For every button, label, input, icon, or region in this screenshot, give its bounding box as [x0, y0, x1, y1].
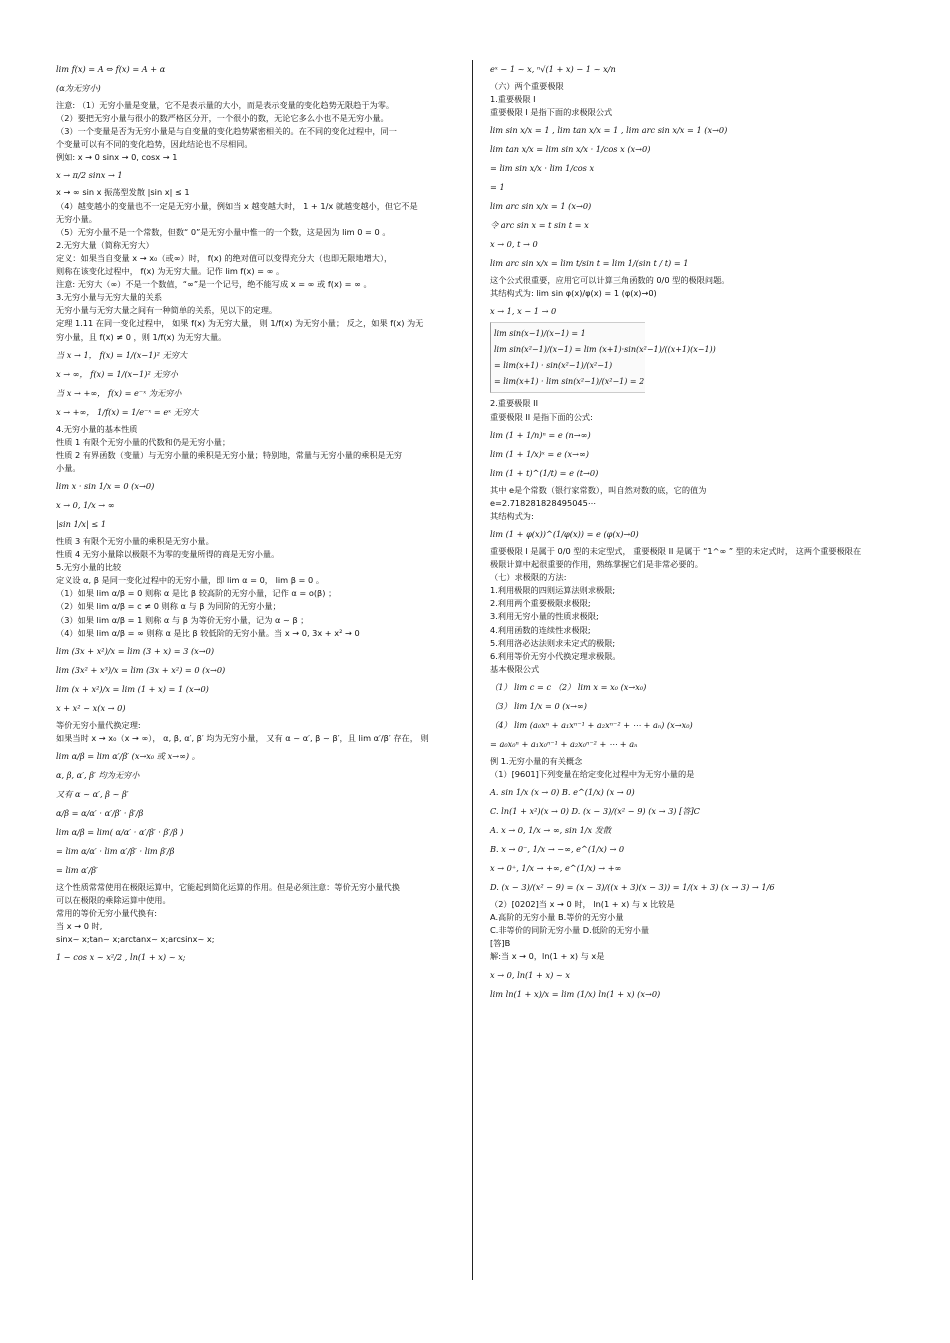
text-line: C.非等价的同阶无穷小量 D.低阶的无穷小量 — [490, 925, 650, 936]
text-line: 3.无穷小量与无穷大量的关系 — [56, 292, 163, 303]
text-line: 如果当时 x → x₀（x → ∞）， α, β, α′, β′ 均为无穷小量， 又有 α ~ α′, β ~ β′，且 lim α′/β′ 存在， 则 — [56, 732, 429, 743]
text-line: 则称在该变化过程中， f(x) 为无穷大量。记作 lim f(x) = ∞ 。 — [56, 266, 285, 277]
text-line: 3.利用无穷小量的性质求极限; — [490, 611, 599, 622]
formula-line: lim tan x/x = lim sin x/x · 1/cos x (x→0) — [490, 144, 651, 155]
text-line: 6.利用等价无穷小代换定理求极限。 — [490, 650, 621, 661]
text-line: （2）如果 lim α/β = c ≠ 0 则称 α 与 β 为同阶的无穷小量； — [56, 601, 281, 612]
formula-line: x → π/2 sinx → 1 — [56, 170, 123, 181]
text-line: 可以在极限的乘除运算中使用。 — [56, 895, 171, 905]
text-line: 其结构式为: lim sin φ(x)/φ(x) = 1 (φ(x)→0) — [490, 288, 657, 299]
text-line: 定义：如果当自变量 x → x₀（或∞）时， f(x) 的绝对值可以变得充分大（也即无限地增大）， — [56, 252, 393, 263]
text-line: 性质 4 无穷小量除以极限不为零的变量所得的商是无穷小量。 — [56, 549, 280, 560]
formula-line: lim f(x) = A ⇔ f(x) = A + α — [56, 64, 166, 74]
formula-line: x + x² ~ x(x → 0) — [56, 702, 126, 713]
text-line: [答]B — [490, 938, 511, 949]
text-line: （1）[9601]下列变量在给定变化过程中为无穷小量的是 — [490, 768, 695, 779]
formula-line: lim (1 + 1/x)ˣ = e (x→∞) — [490, 448, 589, 459]
formula-line: （3） lim 1/x = 0 (x→∞) — [490, 700, 587, 711]
text-line: （2）要把无穷小量与很小的数严格区分开，一个很小的数，无论它多么小也不是无穷小量。 — [56, 113, 389, 124]
formula-line: x → 0⁺, 1/x → +∞, e^(1/x) → +∞ — [490, 863, 622, 874]
formula-line: lim (x + x²)/x = lim (1 + x) = 1 (x→0) — [56, 683, 209, 694]
formula-line: x → +∞， 1/f(x) = 1/e⁻ˣ = eˣ 无穷大 — [56, 406, 199, 417]
text-line: 4.利用函数的连续性求极限; — [490, 624, 591, 635]
text-line: 重要极限 II 是指下面的公式: — [490, 411, 593, 422]
text-line: （2）[0202]当 x → 0 时， ln(1 + x) 与 x 比较是 — [490, 899, 675, 910]
formula-line: D. (x − 3)/(x² − 9) = (x − 3)/((x + 3)(x − 3)) = 1/(x + 3) (x → 3) → 1/6 — [490, 882, 775, 893]
text-line: 重要极限 I 是指下面的求极限公式 — [490, 107, 613, 118]
text-line: （4）越变越小的变量也不一定是无穷小量，例如当 x 越变越大时， 1 + 1/x 就越变越小，但它不是 — [56, 200, 418, 211]
formula-line: lim (1 + φ(x))^(1/φ(x)) = e (φ(x)→0) — [490, 528, 639, 539]
text-line: sinx~ x;tan~ x;arctanx~ x;arcsinx~ x; — [56, 934, 215, 945]
text-line: A.高阶的无穷小量 B.等价的无穷小量 — [490, 912, 624, 923]
right-column — [490, 58, 890, 1005]
text-line: 性质 2 有界函数（变量）与无穷小量的乘积是无穷小量；特别地，常量与无穷小量的乘积是无穷 — [56, 449, 403, 460]
formula-line: = lim α/α′ · lim α′/β′ · lim β′/β — [56, 845, 175, 856]
text-line: 当 x → 0 时, — [56, 921, 103, 932]
formula-line: = lim(x+1) · lim sin(x²−1)/(x²−1) = 2 — [494, 377, 645, 387]
formula-line: α, β, α′, β′ 均为无穷小 — [56, 769, 140, 780]
text-line: 定理 1.11 在同一变化过程中， 如果 f(x) 为无穷大量， 则 1/f(x) 为无穷小量； 反之，如果 f(x) 为无 — [56, 318, 424, 329]
text-line: 其结构式为: — [490, 510, 534, 521]
text-line: 注意: 无穷大（∞）不是一个数值，“∞”是一个记号，绝不能写成 x = ∞ 或 f(x) = ∞ 。 — [56, 279, 372, 290]
text-line: 无穷小量。 — [56, 213, 97, 224]
formula-line: x → 0, ln(1 + x) ~ x — [490, 969, 570, 980]
text-line: 1.利用极限的四则运算法则求极限; — [490, 585, 616, 596]
text-line: 定义设 α, β 是同一变化过程中的无穷小量，即 lim α = 0， lim β = 0 。 — [56, 575, 325, 586]
formula-line: 当 x → +∞， f(x) = e⁻ˣ 为无穷小 — [56, 387, 182, 398]
text-line: 这个性质常常使用在极限运算中，它能起到简化运算的作用。但是必须注意：等价无穷小量代换 — [56, 881, 400, 892]
formula-line: A. sin 1/x (x → 0) B. e^(1/x) (x → 0) — [490, 787, 635, 798]
text-line: （5）无穷小量不是一个常数，但数“ 0”是无穷小量中惟一的一个数，这是因为 lim 0 = 0 。 — [56, 226, 391, 237]
text-line: 5.利用洛必达法则求未定式的极限; — [490, 637, 616, 648]
formula-line: （1） lim c = c （2） lim x = x₀ (x→x₀) — [490, 681, 647, 692]
formula-line: B. x → 0⁻, 1/x → −∞, e^(1/x) → 0 — [490, 844, 625, 855]
formula-line: lim sin(x²−1)/(x−1) = lim (x+1)·sin(x²−1)/((x+1)(x−1)) — [494, 345, 716, 355]
formula-line: lim arc sin x/x = 1 (x→0) — [490, 201, 592, 212]
formula-line: C. ln(1 + x²)(x → 0) D. (x − 3)/(x² − 9) (x → 3) [答]C — [490, 806, 700, 817]
formula-line: lim arc sin x/x = lim t/sin t = lim 1/(sin t / t) = 1 — [490, 258, 689, 269]
formula-line: α/β = α/α′ · α′/β′ · β′/β — [56, 807, 144, 818]
text-line: （六）两个重要极限 — [490, 81, 564, 91]
formula-line: x → 0, 1/x → ∞ — [56, 499, 115, 510]
formula-line: |sin 1/x| ≤ 1 — [56, 518, 107, 529]
text-line: 基本极限公式 — [490, 663, 540, 674]
formula-line: 1 − cos x ~ x²/2 , ln(1 + x) ~ x; — [56, 952, 186, 963]
formula-line: A. x → 0, 1/x → ∞, sin 1/x 发散 — [490, 825, 612, 836]
formula-line: lim (3x² + x³)/x = lim (3x + x²) = 0 (x→0) — [56, 664, 226, 675]
formula-line: x → ∞， f(x) = 1/(x−1)² 无穷小 — [56, 368, 178, 379]
text-line: 4.无穷小量的基本性质 — [56, 423, 138, 434]
formula-line: （4） lim (a₀xⁿ + a₁xⁿ⁻¹ + a₂xⁿ⁻² + ⋯ + aₙ) (x→x₀) — [490, 719, 693, 730]
text-line: 1.重要极限 I — [490, 94, 536, 105]
text-line: 极限计算中起很重要的作用，熟练掌握它们是非常必要的。 — [490, 559, 703, 570]
text-line: 例如: x → 0 sinx → 0, cosx → 1 — [56, 152, 178, 163]
text-line: （3）一个变量是否为无穷小量是与自变量的变化趋势紧密相关的。在不同的变化过程中，同一 — [56, 126, 397, 137]
formula-line: lim (1 + t)^(1/t) = e (t→0) — [490, 467, 599, 478]
text-line: （3）如果 lim α/β = 1 则称 α 与 β 为等价无穷小量，记为 α ~ β ； — [56, 614, 309, 625]
text-line: 小量。 — [56, 462, 81, 473]
text-line: 个变量可以有不同的变化趋势，因此结论也不尽相同。 — [56, 139, 253, 150]
worked-example-image — [490, 322, 716, 393]
formula-line: = 1 — [490, 182, 505, 193]
formula-line: = lim(x+1) · sin(x²−1)/(x²−1) — [494, 361, 613, 371]
formula-line: lim ln(1 + x)/x = lim (1/x) ln(1 + x) (x→0) — [490, 988, 661, 999]
formula-line: 当 x → 1， f(x) = 1/(x−1)² 无穷大 — [56, 349, 188, 360]
text-line: 解:当 x → 0，ln(1 + x) 与 x是 — [490, 951, 605, 962]
text-line: 2.重要极限 II — [490, 398, 538, 409]
text-line: 其中 e是个常数（银行家常数），叫自然对数的底，它的值为 — [490, 484, 707, 495]
text-line: 性质 1 有限个无穷小量的代数和仍是无穷小量； — [56, 436, 231, 447]
text-line: （1）如果 lim α/β = 0 则称 α 是比 β 较高阶的无穷小量，记作 α = o(β) ； — [56, 588, 337, 599]
text-line: 这个公式很重要，应用它可以计算三角函数的 0/0 型的极限问题。 — [490, 275, 730, 286]
text-line: 穷小量，且 f(x) ≠ 0 ，则 1/f(x) 为无穷大量。 — [56, 331, 227, 342]
text-line: （4）如果 lim α/β = ∞ 则称 α 是比 β 较低阶的无穷小量。当 x → 0, 3x + x² → 0 — [56, 627, 360, 638]
text-line: 性质 3 有限个无穷小量的乘积是无穷小量。 — [56, 535, 214, 546]
text-line: 例 1.无穷小量的有关概念 — [490, 755, 583, 766]
formula-line: x → 1, x − 1 → 0 — [490, 306, 557, 317]
text-line: 常用的等价无穷小量代换有: — [56, 908, 158, 919]
formula-line: 令 arc sin x = t sin t = x — [490, 220, 589, 231]
formula-line: lim sin x/x = 1 , lim tan x/x = 1 , lim arc sin x/x = 1 (x→0) — [490, 125, 728, 136]
formula-line: lim α/β = lim α′/β′ (x→x₀ 或 x→∞) 。 — [56, 750, 200, 761]
text-line: e=2.718281828495045⋯ — [490, 497, 597, 508]
text-line: x → ∞ sin x 振荡型发散 |sin x| ≤ 1 — [56, 187, 190, 198]
text-line: 重要极限 I 是属于 0/0 型的未定型式， 重要极限 II 是属于 “1^∞ ” 型的未定式时， 这两个重要极限在 — [490, 545, 862, 556]
column-divider — [472, 60, 473, 1280]
text-line: 2.利用两个重要极限求极限; — [490, 598, 591, 609]
formula-line: = a₀x₀ⁿ + a₁x₀ⁿ⁻¹ + a₂x₀ⁿ⁻² + ⋯ + aₙ — [490, 738, 638, 749]
formula-line: lim (3x + x²)/x = lim (3 + x) = 3 (x→0) — [56, 645, 215, 656]
formula-line: = lim sin x/x · lim 1/cos x — [490, 163, 595, 174]
formula-line: lim sin(x−1)/(x−1) = 1 — [494, 329, 586, 339]
formula-line: lim α/β = lim( α/α′ · α′/β′ · β′/β ) — [56, 826, 184, 837]
formula-line: lim x · sin 1/x = 0 (x→0) — [56, 480, 155, 491]
text-line: 等价无穷小量代换定理: — [56, 719, 141, 730]
formula-line: = lim α′/β′ — [56, 864, 98, 875]
formula-line: x → 0, t → 0 — [490, 239, 538, 250]
text-line: （七）求极限的方法: — [490, 572, 567, 583]
formula-line: lim (1 + 1/n)ⁿ = e (n→∞) — [490, 429, 591, 440]
formula-line: 又有 α ~ α′, β ~ β′ — [56, 788, 129, 799]
text-line: 2.无穷大量（简称无穷大） — [56, 239, 154, 250]
left-column — [56, 58, 458, 968]
text-line: 5.无穷小量的比较 — [56, 562, 122, 573]
text-line: 注意: （1）无穷小量是变量，它不是表示量的大小，而是表示变量的变化趋势无限趋于为零。 — [56, 100, 395, 110]
formula-line: eˣ − 1 ~ x, ⁿ√(1 + x) − 1 ~ x/n — [490, 64, 616, 74]
formula-line: (α为无穷小) — [56, 83, 101, 93]
text-line: 无穷小量与无穷大量之间有一种简单的关系，见以下的定理。 — [56, 305, 278, 316]
